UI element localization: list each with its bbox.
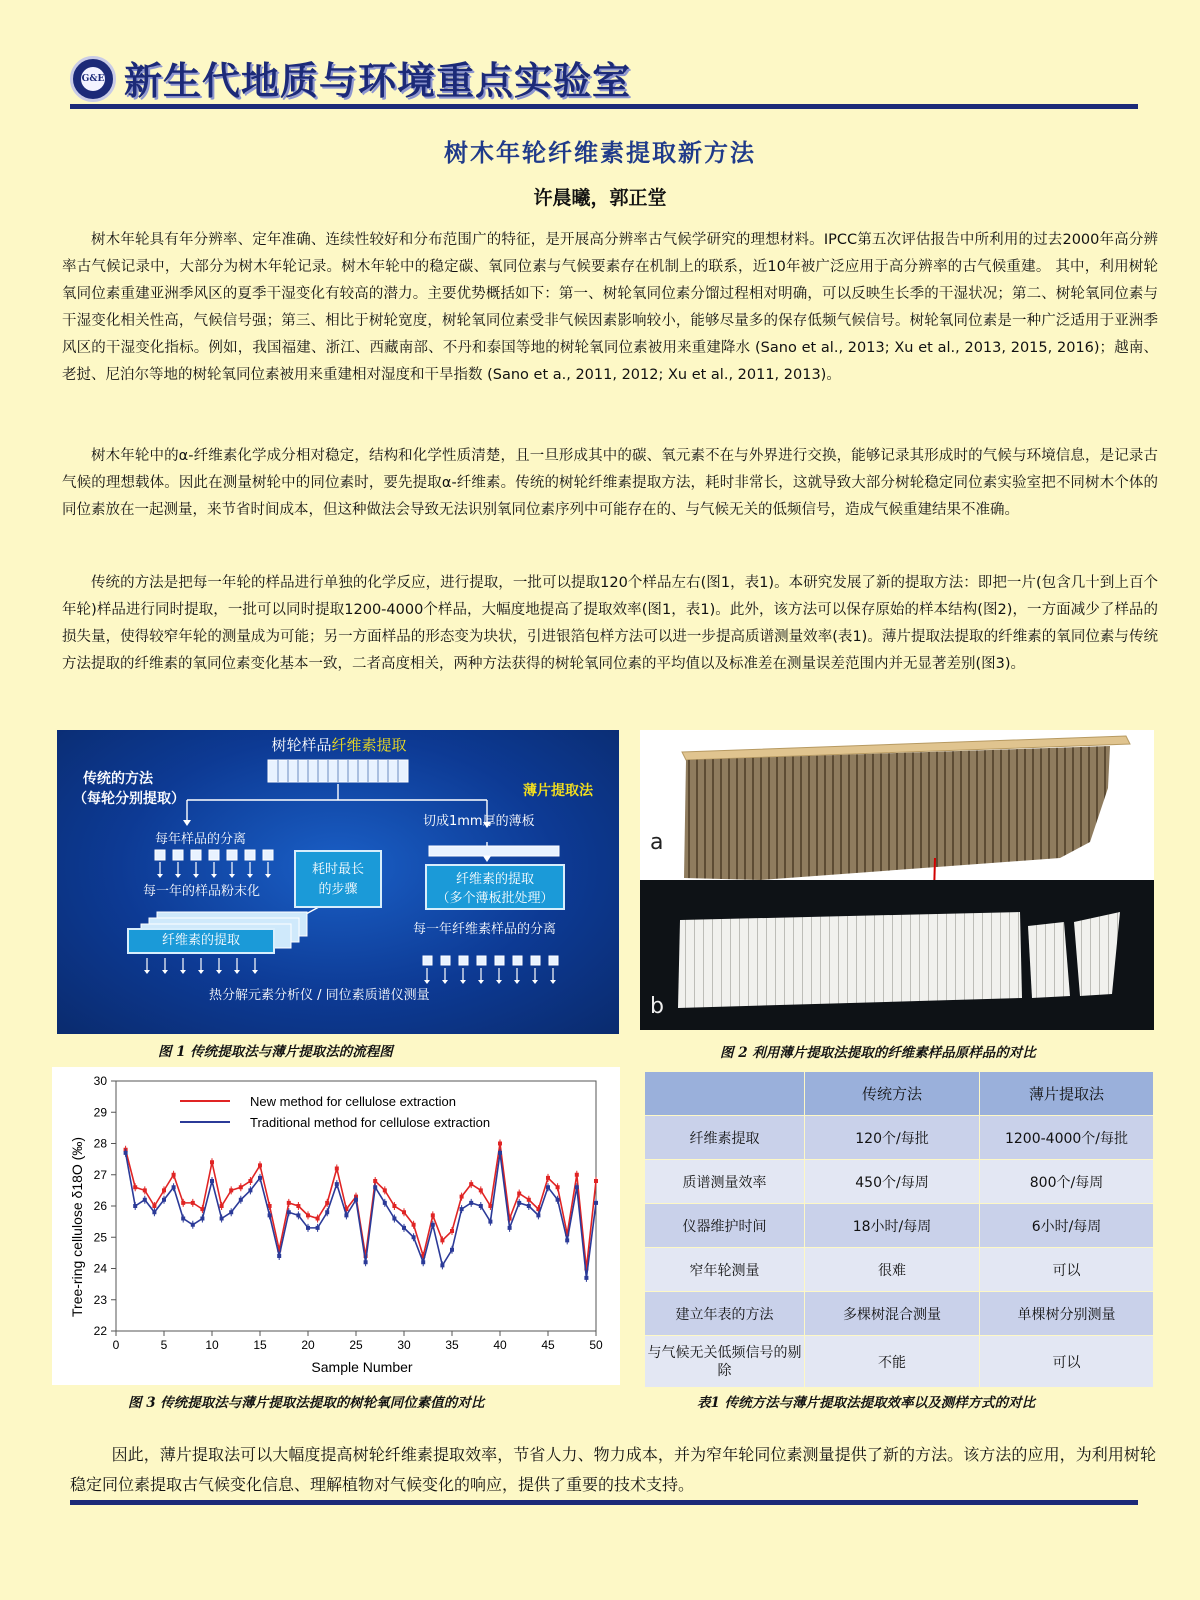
data-point bbox=[431, 1213, 435, 1217]
y-tick-label: 25 bbox=[93, 1230, 107, 1245]
data-point bbox=[498, 1151, 502, 1155]
table-header-cell bbox=[645, 1072, 805, 1116]
x-tick-label: 5 bbox=[160, 1338, 168, 1352]
data-point bbox=[440, 1238, 444, 1242]
data-point bbox=[162, 1188, 166, 1192]
table-cell: 与气候无关低频信号的剔除 bbox=[645, 1336, 805, 1388]
data-point bbox=[287, 1201, 291, 1205]
table-header-cell: 传统方法 bbox=[805, 1072, 980, 1116]
data-point bbox=[488, 1220, 492, 1224]
sample-photo-illustration bbox=[640, 730, 1154, 1030]
trad-method-title: 传统的方法 bbox=[83, 771, 153, 787]
data-point bbox=[191, 1223, 195, 1227]
data-point bbox=[402, 1210, 406, 1214]
data-point bbox=[258, 1163, 262, 1167]
y-tick-label: 29 bbox=[93, 1105, 107, 1120]
data-point bbox=[210, 1160, 214, 1164]
data-point bbox=[210, 1179, 214, 1183]
data-point bbox=[325, 1210, 329, 1214]
data-point bbox=[316, 1217, 320, 1221]
data-point bbox=[412, 1223, 416, 1227]
y-tick-label: 22 bbox=[93, 1324, 107, 1338]
data-point bbox=[479, 1204, 483, 1208]
data-point bbox=[402, 1226, 406, 1230]
data-point bbox=[460, 1195, 464, 1199]
data-point bbox=[536, 1213, 540, 1217]
page-title: 树木年轮纤维素提取新方法 bbox=[444, 138, 756, 167]
table-cell: 单棵树分别测量 bbox=[980, 1292, 1154, 1336]
figure-3-caption: 图 3 传统提取法与薄片提取法提取的树轮氧同位素值的对比 bbox=[128, 1395, 485, 1411]
table-cell: 仪器维护时间 bbox=[645, 1204, 805, 1248]
data-point bbox=[508, 1226, 512, 1230]
data-point bbox=[162, 1198, 166, 1202]
data-point bbox=[316, 1226, 320, 1230]
data-point bbox=[546, 1176, 550, 1180]
data-point bbox=[575, 1173, 579, 1177]
data-point bbox=[498, 1142, 502, 1146]
data-point bbox=[143, 1188, 147, 1192]
table-cell: 可以 bbox=[980, 1336, 1154, 1388]
chart-series bbox=[124, 1140, 598, 1282]
table-row bbox=[645, 1292, 1154, 1336]
data-point bbox=[152, 1204, 156, 1208]
data-point bbox=[354, 1198, 358, 1202]
x-tick-label: 15 bbox=[253, 1338, 267, 1352]
authors: 许晨曦，郭正堂 bbox=[533, 187, 667, 209]
data-point bbox=[220, 1217, 224, 1221]
data-point bbox=[565, 1238, 569, 1242]
data-point bbox=[364, 1260, 368, 1264]
data-point bbox=[383, 1201, 387, 1205]
data-point bbox=[383, 1188, 387, 1192]
y-tick-label: 30 bbox=[93, 1074, 107, 1088]
lab-logo-text: G&E bbox=[81, 67, 105, 91]
data-point bbox=[584, 1276, 588, 1280]
data-point bbox=[239, 1185, 243, 1189]
paragraph-3: 传统的方法是把每一年轮的样品进行单独的化学反应，进行提取，一批可以提取120个样品左右(图1，表1)。本研究发展了新的提取方法：即把一片(包含几十到上百个年轮)样品进行同时提取，一批可以同时提取1200-4000个样品，大幅度地提高了提取效率(图1，表1)。此外，该方法可以保存原始的样本结构(图2)，一方面减少了样品的损失量，使得较窄年轮的测量成为可能；另一方面样品的形态变为块状，引进银箔包样方法可以进一步提高质谱测量效率(表1)。薄片提取法提取的纤维素的氧同位素与传统方法提取的纤维素的氧同位素变化基本一致，二者高度相关，两种方法获得的树轮氧同位素的平均值以及标准差在测量误差范围内并无显著差别(图3)。 bbox=[62, 575, 1158, 672]
photo-label-b: b bbox=[650, 994, 664, 1019]
x-tick-label: 10 bbox=[205, 1338, 219, 1352]
data-point bbox=[172, 1173, 176, 1177]
data-point bbox=[200, 1217, 204, 1221]
step-powder: 每一年的样品粉末化 bbox=[143, 884, 261, 899]
data-point bbox=[527, 1204, 531, 1208]
data-point bbox=[392, 1204, 396, 1208]
data-point bbox=[268, 1213, 272, 1217]
flow-top-title-a: 树轮样品 bbox=[271, 736, 332, 754]
data-point bbox=[133, 1185, 137, 1189]
table-cell: 18小时/每周 bbox=[805, 1204, 980, 1248]
table-cell: 质谱测量效率 bbox=[645, 1160, 805, 1204]
data-point bbox=[143, 1198, 147, 1202]
series-line-new bbox=[126, 1144, 596, 1269]
step-cut: 切成1mm厚的薄板 bbox=[423, 814, 535, 829]
table-cell: 800个/每周 bbox=[980, 1160, 1154, 1204]
legend-traditional: Traditional method for cellulose extraction bbox=[250, 1115, 491, 1130]
figure-2-photos bbox=[640, 730, 1154, 1030]
x-tick-label: 35 bbox=[445, 1338, 459, 1352]
thin-extraction-box bbox=[425, 864, 565, 910]
time-box-line2: 的步骤 bbox=[318, 882, 358, 897]
lab-logo bbox=[70, 56, 116, 102]
table-cell: 纤维素提取 bbox=[645, 1116, 805, 1160]
x-axis-label: Sample Number bbox=[311, 1359, 413, 1375]
data-point bbox=[306, 1213, 310, 1217]
trad-extraction-box: 纤维素的提取 bbox=[127, 928, 275, 954]
table-header-cell: 薄片提取法 bbox=[980, 1072, 1154, 1116]
x-tick-label: 50 bbox=[589, 1338, 603, 1352]
trad-method-subtitle: （每轮分别提取） bbox=[73, 791, 185, 807]
figure-1-flowchart bbox=[57, 730, 619, 1034]
table-cell: 1200-4000个/每批 bbox=[980, 1116, 1154, 1160]
table-cell: 窄年轮测量 bbox=[645, 1248, 805, 1292]
data-point bbox=[296, 1213, 300, 1217]
y-tick-label: 24 bbox=[93, 1261, 107, 1276]
data-point bbox=[335, 1167, 339, 1171]
series-line-traditional bbox=[126, 1153, 596, 1278]
table-cell: 多棵树混合测量 bbox=[805, 1292, 980, 1336]
time-box-line1: 耗时最长 bbox=[311, 862, 364, 877]
data-point bbox=[344, 1213, 348, 1217]
data-point bbox=[575, 1185, 579, 1189]
table-row bbox=[645, 1204, 1154, 1248]
footer-rule bbox=[70, 1500, 1138, 1505]
photo-label-a: a bbox=[650, 830, 664, 855]
x-tick-label: 30 bbox=[397, 1338, 411, 1352]
x-tick-label: 45 bbox=[541, 1338, 555, 1352]
data-point bbox=[306, 1226, 310, 1230]
x-tick-label: 0 bbox=[112, 1338, 120, 1352]
data-point bbox=[421, 1260, 425, 1264]
data-point bbox=[172, 1185, 176, 1189]
y-tick-label: 23 bbox=[93, 1292, 107, 1307]
data-point bbox=[373, 1179, 377, 1183]
data-point bbox=[181, 1201, 185, 1205]
step-separate-cellulose: 每一年纤维素样品的分离 bbox=[413, 922, 557, 937]
chart-legend bbox=[180, 1094, 490, 1130]
data-point bbox=[594, 1201, 598, 1205]
data-point bbox=[296, 1204, 300, 1208]
table-1-caption: 表1 传统方法与薄片提取法提取效率以及测样方式的对比 bbox=[697, 1395, 1036, 1411]
page-header bbox=[70, 48, 1140, 110]
time-consuming-box bbox=[294, 850, 382, 908]
data-point bbox=[469, 1201, 473, 1205]
table-cell: 450个/每周 bbox=[805, 1160, 980, 1204]
y-tick-label: 26 bbox=[93, 1199, 107, 1213]
data-point bbox=[469, 1182, 473, 1186]
figure-2-caption: 图 2 利用薄片提取法提取的纤维素样品原样品的对比 bbox=[720, 1045, 1036, 1061]
data-point bbox=[277, 1254, 281, 1258]
table-header-row bbox=[645, 1072, 1154, 1116]
table-cell: 6小时/每周 bbox=[980, 1204, 1154, 1248]
x-tick-label: 20 bbox=[301, 1338, 315, 1352]
table-row bbox=[645, 1116, 1154, 1160]
data-point bbox=[517, 1201, 521, 1205]
data-point bbox=[335, 1182, 339, 1186]
data-point bbox=[556, 1185, 560, 1189]
figure-1-caption: 图 1 传统提取法与薄片提取法的流程图 bbox=[158, 1044, 393, 1060]
data-point bbox=[133, 1204, 137, 1208]
data-point bbox=[124, 1151, 128, 1155]
data-point bbox=[229, 1210, 233, 1214]
data-point bbox=[546, 1185, 550, 1189]
lab-name: 新生代地质与环境重点实验室 bbox=[124, 58, 632, 103]
data-point bbox=[527, 1198, 531, 1202]
data-point bbox=[325, 1201, 329, 1205]
data-point bbox=[191, 1201, 195, 1205]
comparison-table bbox=[644, 1071, 1154, 1388]
step-separate: 每年样品的分离 bbox=[155, 832, 247, 847]
header-rule bbox=[70, 104, 1138, 109]
data-point bbox=[239, 1198, 243, 1202]
isotope-chart bbox=[52, 1067, 620, 1385]
legend-new: New method for cellulose extraction bbox=[250, 1094, 456, 1109]
data-point bbox=[450, 1229, 454, 1233]
x-tick-label: 40 bbox=[493, 1338, 507, 1352]
thin-box-line1: 纤维素的提取 bbox=[455, 872, 534, 887]
data-point bbox=[431, 1223, 435, 1227]
data-point bbox=[556, 1198, 560, 1202]
data-point bbox=[287, 1210, 291, 1214]
measurement-step: 热分解元素分析仪 / 同位素质谱仪测量 bbox=[209, 988, 430, 1003]
table-cell: 不能 bbox=[805, 1336, 980, 1388]
x-tick-label: 25 bbox=[349, 1338, 363, 1352]
table-row bbox=[645, 1336, 1154, 1388]
data-point bbox=[392, 1217, 396, 1221]
data-point bbox=[594, 1179, 598, 1183]
figure-3-chart bbox=[52, 1067, 620, 1385]
data-point bbox=[517, 1192, 521, 1196]
data-point bbox=[450, 1248, 454, 1252]
y-axis-label: Tree-ring cellulose δ18O (‰) bbox=[69, 1137, 85, 1317]
y-tick-label: 28 bbox=[93, 1136, 107, 1151]
data-point bbox=[220, 1204, 224, 1208]
data-point bbox=[248, 1179, 252, 1183]
data-point bbox=[460, 1207, 464, 1211]
flow-top-title bbox=[264, 734, 414, 758]
data-point bbox=[373, 1185, 377, 1189]
data-point bbox=[440, 1263, 444, 1267]
data-point bbox=[248, 1188, 252, 1192]
data-point bbox=[229, 1188, 233, 1192]
closing-paragraph: 因此，薄片提取法可以大幅度提高树轮纤维素提取效率，节省人力、物力成本，并为窄年轮同位素测量提供了新的方法。该方法的应用，为利用树轮稳定同位素提取古气候变化信息、理解植物对气候变化的响应，提供了重要的技术支持。 bbox=[70, 1445, 1156, 1494]
data-point bbox=[152, 1210, 156, 1214]
table-row bbox=[645, 1248, 1154, 1292]
data-point bbox=[258, 1176, 262, 1180]
data-point bbox=[181, 1217, 185, 1221]
flow-top-title-b: 纤维素提取 bbox=[331, 736, 407, 754]
table-cell: 很难 bbox=[805, 1248, 980, 1292]
thin-method-title: 薄片提取法 bbox=[523, 783, 593, 799]
thin-box-line2: （多个薄板批处理） bbox=[436, 891, 554, 906]
paragraph-2: 树木年轮中的α-纤维素化学成分相对稳定，结构和化学性质清楚，且一旦形成其中的碳、氧元素不在与外界进行交换，能够记录其形成时的气候与环境信息，是记录古气候的理想载体。因此在测量树轮中的同位素时，要先提取α-纤维素。传统的树轮纤维素提取方法，耗时非常长，这就导致大部分树轮稳定同位素实验室把不同树木个体的同位素放在一起测量，来节省时间成本，但这种做法会导致无法识别氧同位素序列中可能存在的、与气候无关的低频信号，造成气候重建结果不准确。 bbox=[62, 448, 1158, 518]
paragraph-1: 树木年轮具有年分辨率、定年准确、连续性较好和分布范围广的特征，是开展高分辨率古气候学研究的理想材料。IPCC第五次评估报告中所利用的过去2000年高分辨率古气候记录中，大部分为树木年轮记录。树木年轮中的稳定碳、氧同位素与气候要素存在机制上的联系，近10年被广泛应用于高分辨率的古气候重建。 其中，利用树轮氧同位素重建亚洲季风区的夏季干湿变化有较高的潜力。主要优势概括如下：第一、树轮氧同位素分馏过程相对明确，可以反映生长季的干湿状况；第二、树轮氧同位素与干湿变化相关性高，气候信号强；第三、相比于树轮宽度，树轮氧同位素受非气候因素影响较小，能够尽量多的保存低频气候信号。树轮氧同位素是一种广泛适用于亚洲季风区的干湿变化指标。例如，我国福建、浙江、西藏南部、不丹和泰国等地的树轮氧同位素被用来重建降水 (Sano et al., 2013; Xu et al., 2013, 2015, 2016)；越南、老挝、尼泊尔等地的树轮氧同位素被用来重建相对湿度和干旱指数 (Sano et a., 2011, 2012; Xu et al., 2011, 2013)。 bbox=[62, 232, 1158, 383]
table-cell: 建立年表的方法 bbox=[645, 1292, 805, 1336]
y-tick-label: 27 bbox=[93, 1167, 107, 1182]
table-cell: 120个/每批 bbox=[805, 1116, 980, 1160]
table-cell: 可以 bbox=[980, 1248, 1154, 1292]
table-row bbox=[645, 1160, 1154, 1204]
data-point bbox=[412, 1235, 416, 1239]
data-point bbox=[479, 1188, 483, 1192]
